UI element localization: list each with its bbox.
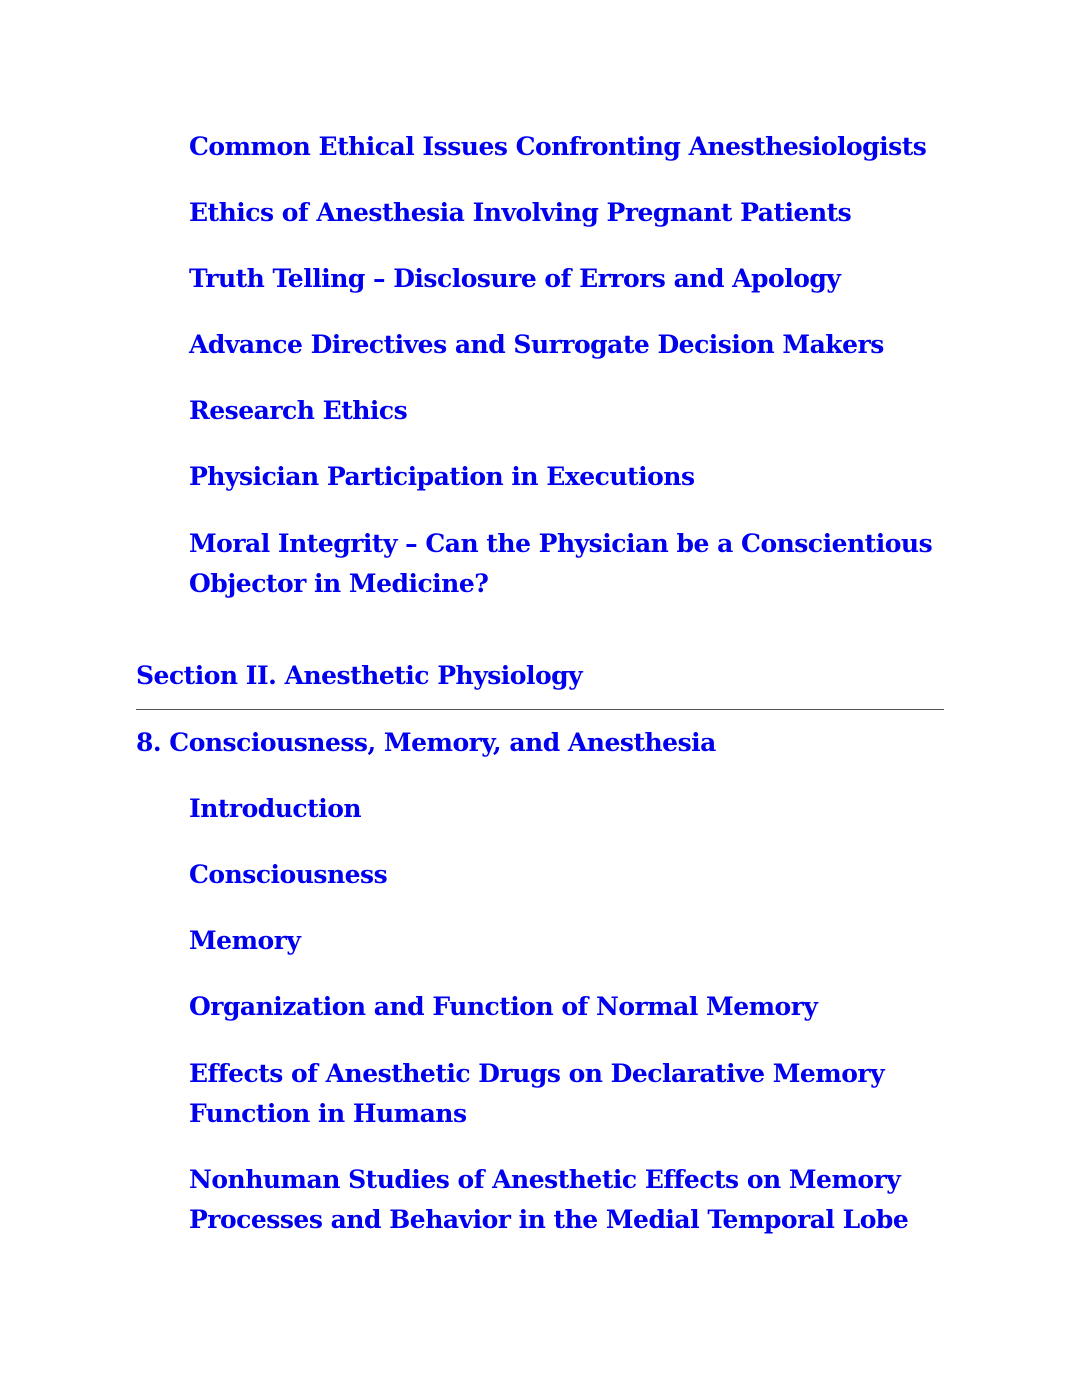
toc-link-moral-integrity[interactable]: Moral Integrity – Can the Physician be a Conscientious Objector in Medicine?	[189, 529, 933, 598]
toc-link-truth-telling[interactable]: Truth Telling – Disclosure of Errors and Apology	[189, 264, 841, 293]
toc-link-declarative-memory[interactable]: Effects of Anesthetic Drugs on Declarative Memory Function in Humans	[189, 1059, 885, 1128]
chapter-title-consciousness-memory[interactable]: 8. Consciousness, Memory, and Anesthesia	[136, 728, 716, 757]
toc-link-consciousness[interactable]: Consciousness	[189, 860, 388, 889]
toc-link-common-ethical-issues[interactable]: Common Ethical Issues Confronting Anesthesiologists	[189, 132, 927, 161]
toc-link-ethics-pregnant-patients[interactable]: Ethics of Anesthesia Involving Pregnant Patients	[189, 198, 852, 227]
toc-link-advance-directives[interactable]: Advance Directives and Surrogate Decision Makers	[189, 330, 884, 359]
toc-link-introduction[interactable]: Introduction	[189, 794, 362, 823]
section-divider	[136, 709, 944, 710]
section-title-anesthetic-physiology[interactable]: Section II. Anesthetic Physiology	[136, 661, 583, 690]
toc-link-research-ethics[interactable]: Research Ethics	[189, 396, 408, 425]
toc-link-physician-executions[interactable]: Physician Participation in Executions	[189, 462, 695, 491]
toc-link-nonhuman-studies[interactable]: Nonhuman Studies of Anesthetic Effects on Memory Processes and Behavior in the Medial Temporal Lobe	[189, 1165, 909, 1234]
toc-link-normal-memory[interactable]: Organization and Function of Normal Memory	[189, 992, 818, 1021]
toc-link-memory[interactable]: Memory	[189, 926, 301, 955]
